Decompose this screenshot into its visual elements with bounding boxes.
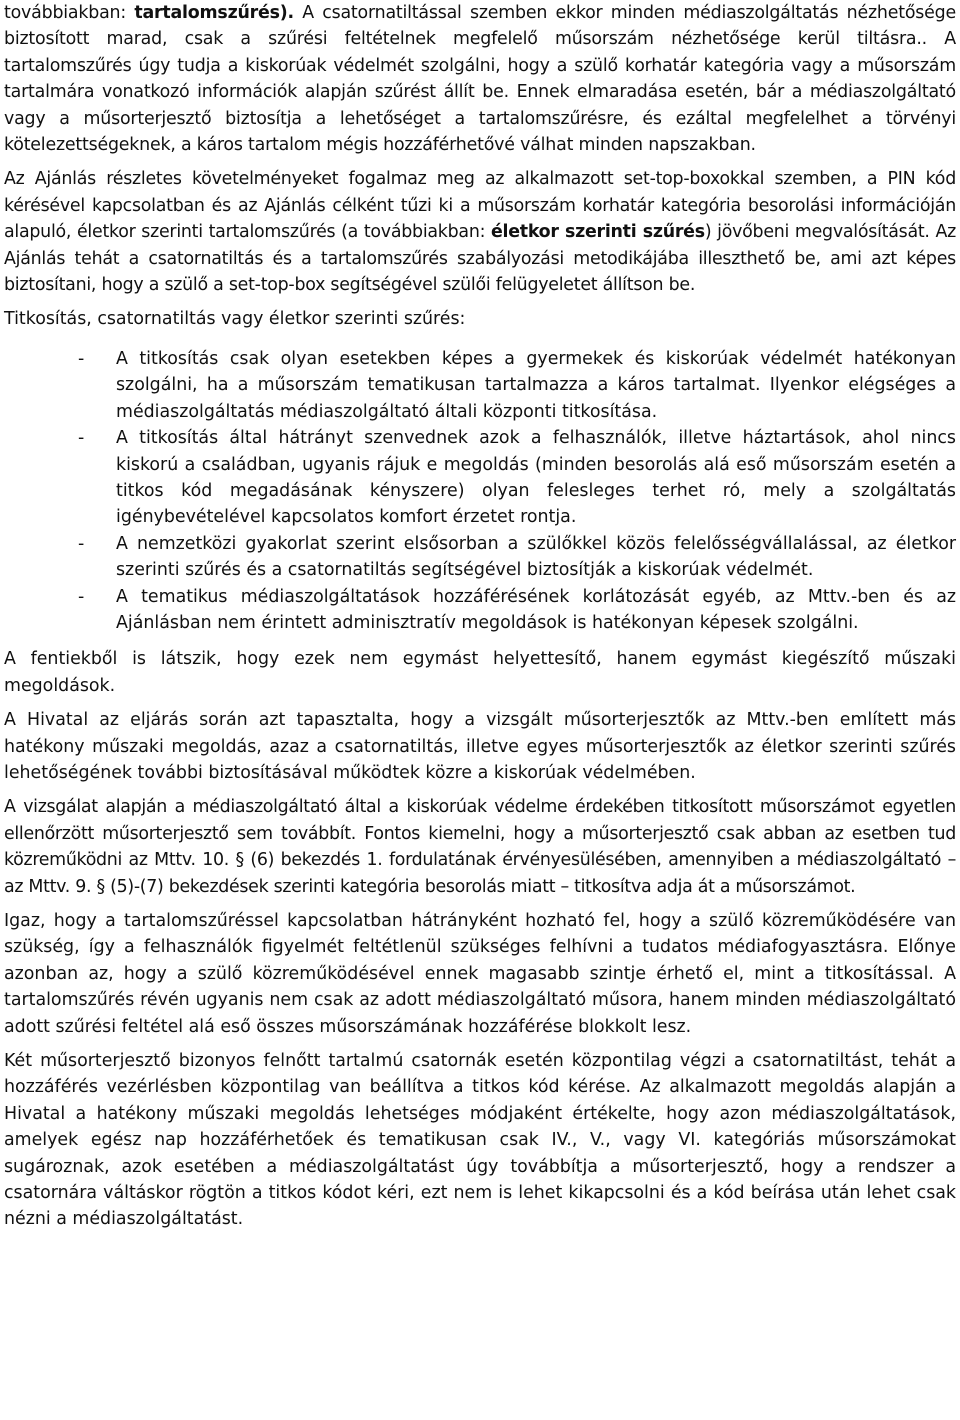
paragraph-text: továbbiakban: xyxy=(4,3,135,23)
paragraph-igaz: Igaz, hogy a tartalomszűréssel kapcsolatban hátrányként hozható fel, hogy a szülő közreműködésére van szükség, így a felhasználók figyelmét feltétlenül szükséges felhívni a tudatos médiafogyasztásra. Előnye azonban az, hogy a szülő közreműködésével ennek magasabb szintje érhető el, mint a titkosítással. A tartalomszűrés révén ugyanis nem csak az adott médiaszolgáltató műsora, hanem minden médiaszolgáltató adott szűrési feltétel alá eső összes műsorszámának hozzáférése blokkolt lesz. xyxy=(4,911,956,1037)
list-item xyxy=(4,584,956,637)
dash-marker: - xyxy=(78,533,85,554)
dash-list xyxy=(4,346,956,636)
list-item xyxy=(4,346,956,425)
dash-marker: - xyxy=(78,428,85,449)
list-item-text: A titkosítás által hátrányt szenvednek azok a felhasználók, illetve háztartások, ahol nincs kiskorú a családban, ugyanis rájuk e megoldás (minden besorolás alá eső műsorszám esetén a titkos kód megadásának kényszere) olyan felesleges terhet ró, mely a szolgáltatás igénybevételével kapcsolatos komfort érzetet rontja. xyxy=(116,428,956,528)
list-item-text: A titkosítás csak olyan esetekben képes a gyermekek és kiskorúak védelmét hatékonyan szolgálni, ha a műsorszám tematikusan tartalmazza a káros tartalmat. Ilyenkor elégséges a médiaszolgáltatás médiaszolgáltató általi központi titkosítása. xyxy=(116,348,956,422)
list-item-text: A nemzetközi gyakorlat szerint elsősorban a szülőkkel közös felelősségvállalással, az életkor szerinti szűrés és a csatornatiltás segítségével biztosítják a kiskorúak védelmét. xyxy=(116,533,956,581)
paragraph-vizsgalat: A vizsgálat alapján a médiaszolgáltató által a kiskorúak védelme érdekében titkosított műsorszámot egyetlen ellenőrzött műsorterjesztő sem továbbít. Fontos kiemelni, hogy a műsorterjesztő csak abban az esetben tud közreműködni az Mttv. 10. § (6) bekezdés 1. fordulatának érvényesülésében, amennyiben a médiaszolgáltató – az Mttv. 9. § (5)-(7) bekezdések szerinti kategória besorolás miatt – titkosítva adja át a műsorszámot. xyxy=(4,797,956,897)
paragraph-ajanlas xyxy=(4,166,956,298)
list-item-text: A tematikus médiaszolgáltatások hozzáférésének korlátozását egyéb, az Mttv.-ben és az Ajánlásban nem érintett adminisztratív megoldások is hatékonyan képesek szolgálni. xyxy=(116,586,956,633)
paragraph-fentiekbol: A fentiekből is látszik, hogy ezek nem egymást helyettesítő, hanem egymást kiegészítő műszaki megoldások. xyxy=(4,649,956,696)
paragraph-text: A csatornatiltással szemben ekkor minden médiaszolgáltatás nézhetősége biztosított marad, csak a szűrési feltételnek megfelelő műsorszám nézhetősége kerül tiltásra.. A tartalomszűrés úgy tudja a kiskorúak védelmét szolgálni, hogy a szülő korhatár kategória vagy a műsorszám tartalmára vonatkozó információk alapján szűrést állít be. Ennek elmaradása esetén, bár a médiaszolgáltató vagy a műsorterjesztő biztosítja a lehetőséget a tartalomszűrésre, és ezáltal megfelelhet a törvényi kötelezettségeknek, a káros tartalom mégis hozzáférhetővé válhat minden napszakban. xyxy=(4,3,956,156)
bold-term-tartalomszures: tartalomszűrés). xyxy=(134,3,294,23)
bold-term-eletkor-szerinti-szures: életkor szerinti szűrés xyxy=(490,222,705,243)
dash-marker: - xyxy=(78,586,85,607)
paragraph-text: ) jövőbeni megvalósítását. Az Ajánlás tehát a csatornatiltás és a tartalomszűrés szabályozási metodikájába illeszthető be, ami azt képes biztosítani, hogy a szülő a set-top-box segítségével szülői felügyeletet állítson be. xyxy=(4,222,956,296)
list-item xyxy=(4,531,956,584)
paragraph-ket-musorterjeszto: Két műsorterjesztő bizonyos felnőtt tartalmú csatornák esetén központilag végzi a csatornatiltást, tehát a hozzáférés vezérlésben központilag van beállítva a titkos kód kérése. Az alkalmazott megoldás alapján a Hivatal a hatékony műszaki megoldás lehetséges módjaként értékelte, hogy azon médiaszolgáltatások, amelyek egész nap hozzáférhetőek és tematikusan csak IV., V., vagy VI. kategóriás műsorszámokat sugároznak, azok esetében a médiaszolgáltatást úgy továbbítja a műsorterjesztő, hogy a rendszer a csatornára váltáskor rögtön a titkos kódot kéri, ezt nem is lehet kikapcsolni és a kód beírása után lehet csak nézni a médiaszolgáltatást. xyxy=(4,1051,956,1230)
list-heading: Titkosítás, csatornatiltás vagy életkor szerinti szűrés: xyxy=(4,309,466,330)
paragraph-text: Az Ajánlás részletes követelményeket fogalmaz meg az alkalmazott set-top-boxokkal szemben, a PIN kód kérésével kapcsolatban és az Ajánlás célként tűzi ki a műsorszám korhatár kategória besorolási információján alapuló, életkor szerinti tartalomszűrés (a továbbiakban: xyxy=(4,169,956,243)
paragraph-tartalomszures xyxy=(4,0,956,158)
dash-marker: - xyxy=(78,348,85,369)
list-item xyxy=(4,425,956,531)
paragraph-hivatal: A Hivatal az eljárás során azt tapasztalta, hogy a vizsgált műsorterjesztők az Mttv.-ben említett más hatékony műszaki megoldás, azaz a csatornatiltás, illetve egyes műsorterjesztők az életkor szerinti szűrés lehetőségének további biztosításával működtek közre a kiskorúak védelmében. xyxy=(4,710,956,783)
